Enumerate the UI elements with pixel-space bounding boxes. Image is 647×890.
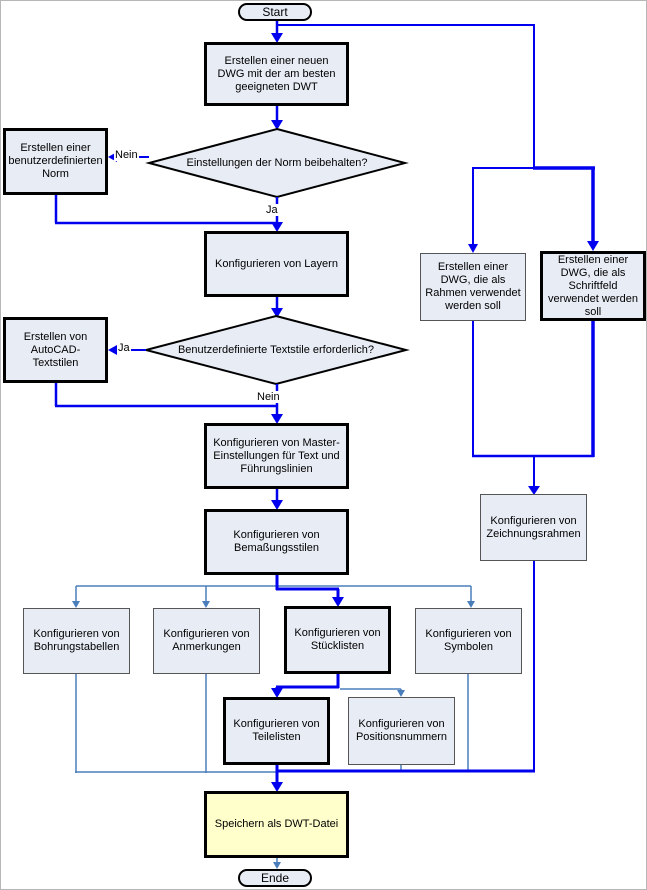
edge-layers-decision2 <box>271 297 283 318</box>
node-start: Start <box>238 3 312 21</box>
edge-label-norm-ja: Ja <box>266 204 278 216</box>
edge-right-merge <box>472 321 594 495</box>
edge-label-textstyles-ja: Ja <box>118 342 130 354</box>
node-dim-styles: Konfigurieren von Bemaßungsstilen <box>204 509 349 575</box>
node-part-lists-sub: Konfigurieren von Teilelisten <box>223 697 330 765</box>
node-layers: Konfigurieren von Layern <box>204 231 349 297</box>
node-custom-norm: Erstellen einer benutzerdefinierten Norm <box>3 128 108 195</box>
node-autocad-textstyles: Erstellen von AutoCAD-Textstilen <box>3 317 108 383</box>
node-hole-tables: Konfigurieren von Bohrungstabellen <box>23 608 130 674</box>
node-master-settings: Konfigurieren von Master-Einstellungen für Text und Führungslinien <box>204 423 349 489</box>
node-end: Ende <box>238 869 312 887</box>
arrowhead-down <box>397 690 405 697</box>
edge-label-norm-nein: Nein <box>115 149 138 161</box>
arrowhead-down <box>273 862 281 869</box>
node-decision-norm-label: Einstellungen der Norm beibehalten? <box>186 156 368 169</box>
edge-create-decision1 <box>271 106 283 130</box>
node-dwg-frame: Erstellen einer DWG, die als Rahmen verwendet werden soll <box>420 253 526 321</box>
edge-master-dim <box>271 489 283 510</box>
arrowhead-left <box>108 345 117 355</box>
edge-save-end <box>273 858 281 869</box>
node-decision-textstyles-label: Benutzerdefinierte Textstile erforderlich? <box>177 343 375 356</box>
edge-label-textstyles-nein: Nein <box>257 391 280 403</box>
node-parts-lists: Konfigurieren von Stücklisten <box>284 606 391 674</box>
edge-dim-fanout <box>72 575 475 608</box>
edge-textstyles-merge <box>55 383 278 406</box>
arrowhead-down <box>587 241 599 251</box>
edge-stuecklisten-sub <box>271 674 405 698</box>
node-symbols: Konfigurieren von Symbolen <box>415 608 522 674</box>
edge-decision2-nein <box>271 384 283 424</box>
node-annotations: Konfigurieren von Anmerkungen <box>153 608 260 674</box>
node-create-dwg: Erstellen einer neuen DWG mit der am besten geeigneten DWT <box>204 42 349 106</box>
node-balloons: Konfigurieren von Positionsnummern <box>348 697 455 765</box>
edge-customnorm-merge <box>55 195 278 223</box>
arrowhead-down <box>202 601 210 608</box>
node-drawing-frame-config: Konfigurieren von Zeichnungsrahmen <box>480 494 587 561</box>
edge-start-create <box>271 20 283 43</box>
node-save-dwt: Speichern als DWT-Datei <box>204 791 349 858</box>
arrowhead-down <box>72 601 80 608</box>
arrowhead-down <box>468 244 478 253</box>
node-dwg-titleblock: Erstellen einer DWG, die als Schriftfeld verwendet werden soll <box>540 251 646 321</box>
arrowhead-down <box>467 601 475 608</box>
